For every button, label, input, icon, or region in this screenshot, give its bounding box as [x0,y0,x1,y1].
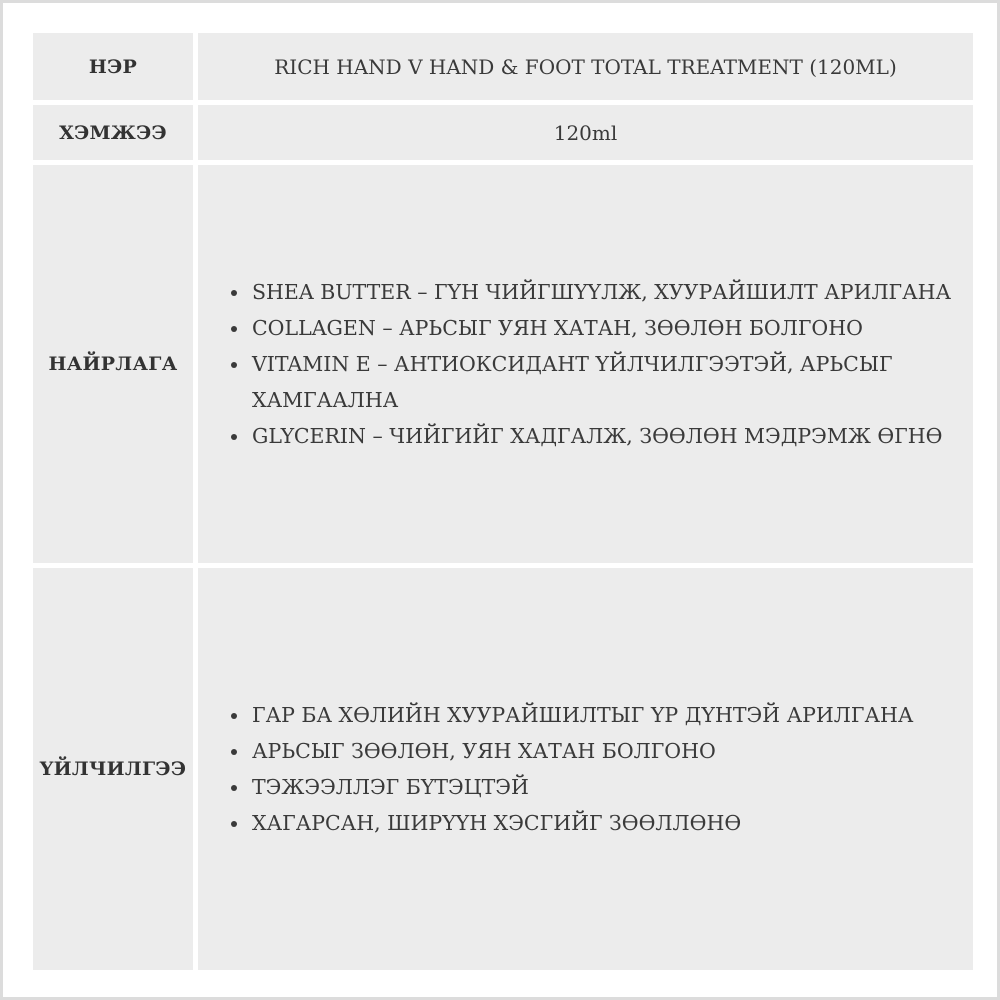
effect-item: • ТЭЖЭЭЛЛЭГ БҮТЭЦТЭЙ [250,769,913,805]
effect-item: • ХАГАРСАН, ШИРҮҮН ХЭСГИЙГ ЗӨӨЛЛӨНӨ [250,805,913,841]
ingredient-item: • GLYCERIN – ЧИЙГИЙГ ХАДГАЛЖ, ЗӨӨЛӨН МЭДРЭМЖ ӨГНӨ [250,418,963,454]
ingredients-list [218,274,963,454]
effects-list [218,697,913,841]
name-label: НЭР [33,33,193,100]
size-label: ХЭМЖЭЭ [33,105,193,160]
ingredients-label: НАЙРЛАГА [33,165,193,563]
name-value: RICH HAND V HAND & FOOT TOTAL TREATMENT (120ML) [198,33,973,100]
ingredient-item: • SHEA BUTTER – ГҮН ЧИЙГШҮҮЛЖ, ХУУРАЙШИЛТ АРИЛГАНА [250,274,963,310]
ingredient-item: • VITAMIN E – АНТИОКСИДАНТ ҮЙЛЧИЛГЭЭТЭЙ, АРЬСЫГ ХАМГААЛНА [250,346,963,418]
effects-label: ҮЙЛЧИЛГЭЭ [33,568,193,970]
size-value: 120ml [198,105,973,160]
ingredient-item: • COLLAGEN – АРЬСЫГ УЯН ХАТАН, ЗӨӨЛӨН БОЛГОНО [250,310,963,346]
effect-item: • ГАР БА ХӨЛИЙН ХУУРАЙШИЛТЫГ ҮР ДҮНТЭЙ АРИЛГАНА [250,697,913,733]
effects-value [198,568,973,970]
effect-item: • АРЬСЫГ ЗӨӨЛӨН, УЯН ХАТАН БОЛГОНО [250,733,913,769]
ingredients-value [198,165,973,563]
